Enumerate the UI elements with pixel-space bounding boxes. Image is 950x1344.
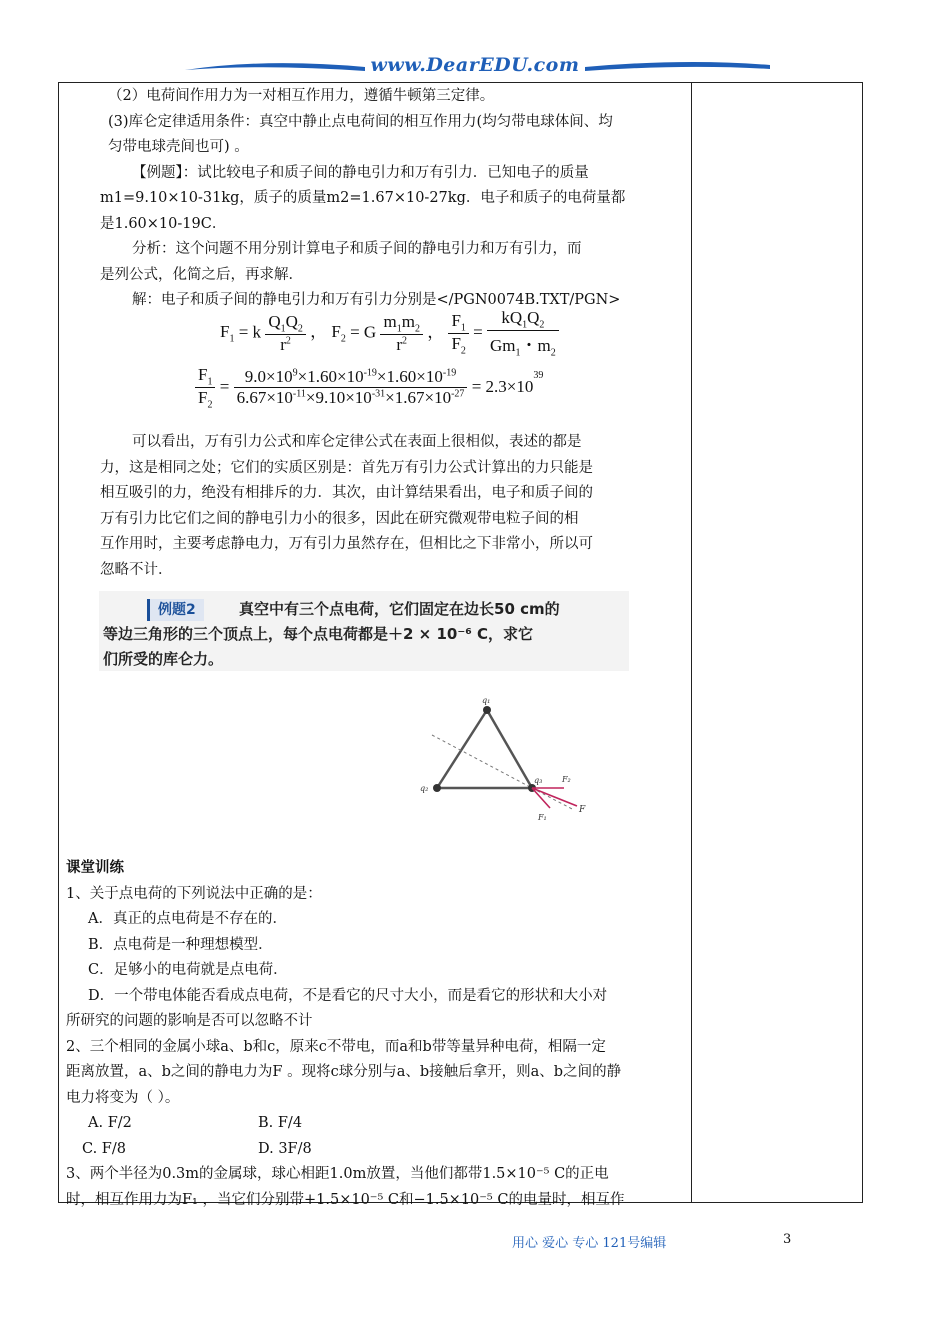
question-line: 2、三个相同的金属小球a、b和c，原来c不带电，而a和b带等量异种电荷，相隔一定: [66, 1038, 606, 1055]
option-line: A．真正的点电荷是不存在的．: [88, 911, 287, 927]
charge-triangle-figure: [412, 690, 612, 840]
text-line: 匀带电球壳间也可) 。: [108, 139, 249, 155]
comparison-paragraph: [100, 430, 690, 583]
formula-ratio: $\frac{F_1}{F_2}$ = $\frac{9.0\times 10^9\times 1.60\times 10^{-19}\times 1.60\times 10^{-19}}{6.67\times 10^{-11}\times 9.10\times 10^{-31}\times 1.67\times 10^{-27}}$ = $2.3\times 10^{39}$: [195, 365, 543, 411]
formula-forces: $F_1 = k$ $\frac{Q_1Q_2}{r^2}$ ， $F_2 = G$ $\frac{m_1m_2}{r^2}$ ， $\frac{F_1}{F_2}$ = $\frac{kQ_1Q_2}{Gm_1・m_2}$: [220, 308, 559, 359]
label-f2: F₂: [562, 775, 571, 784]
question-line: 电力将变为（ ）。: [66, 1089, 180, 1106]
text-line: 是列公式，化简之后，再求解．: [100, 266, 303, 283]
text-line: 万有引力比它们之间的静电引力小的很多，因此在研究微观带电粒子间的相: [100, 510, 579, 527]
option-d: D. 3F/8: [258, 1140, 312, 1157]
option-a: A. F/2: [88, 1115, 132, 1131]
option-c: C. F/8: [82, 1140, 126, 1157]
question-line: 距离放置，a、b之间的静电力为F 。现将c球分别与a、b接触后拿开，则a、b之间的静: [66, 1064, 622, 1080]
training-heading: 课堂训练: [66, 860, 124, 876]
triangle-side: [437, 710, 487, 788]
example2-line: 们所受的库仑力。: [103, 650, 224, 668]
footer-note: 用心 爱心 专心 121号编辑: [512, 1236, 667, 1251]
text-line: 力，这是相同之处；它们的实质区别是：首先万有引力公式计算出的力只能是: [100, 459, 593, 476]
option-line: D．一个带电体能否看成点电荷，不是看它的尺寸大小，而是看它的形状和大小对: [88, 987, 608, 1004]
option-b: B. F/4: [258, 1115, 303, 1131]
text-line: 互作用时，主要考虑静电力，万有引力虽然存在，但相比之下非常小，所以可: [100, 536, 593, 552]
site-name: www.DearEDU.com: [370, 54, 580, 76]
option-line: B．点电荷是一种理想模型．: [88, 936, 273, 953]
label-q3: q₃: [534, 776, 543, 785]
label-f: F: [579, 805, 586, 815]
text-line: 【例题】：试比较电子和质子间的静电引力和万有引力．已知电子的质量: [132, 164, 589, 181]
text-line: 相互吸引的力，绝没有相排斥的力．其次，由计算结果看出，电子和质子间的: [100, 485, 593, 501]
charge-q1-dot: [483, 706, 491, 714]
text-line: （2）电荷间作用力为一对相互作用力，遵循牛顿第三定律。: [108, 88, 495, 104]
label-q2: q₂: [420, 784, 429, 793]
text-line: 忽略不计．: [100, 561, 173, 578]
text-line: 分析：这个问题不用分别计算电子和质子间的静电引力和万有引力，而: [132, 241, 582, 257]
site-header: [175, 56, 775, 84]
text-line: m1=9.10×10-31kg，质子的质量m2=1.67×10-27kg．电子和质子的电荷量都: [100, 190, 626, 206]
option-row: [66, 1111, 696, 1137]
example2-line: 等边三角形的三个顶点上，每个点电荷都是＋2 × 10⁻⁶ C，求它: [103, 625, 534, 643]
example2-line: 真空中有三个点电荷，它们固定在边长50 cm的: [239, 600, 560, 618]
text-line: 是1.60×10-19C．: [100, 215, 227, 232]
force-arrow-f: [532, 788, 577, 806]
label-f1: F₁: [538, 813, 547, 822]
question-line: 时，相互作用力为F₁ ，当它们分别带+1.5×10⁻⁵ C和−1.5×10⁻⁵ C的电量时，相互作: [66, 1191, 625, 1208]
triangle-side: [487, 710, 532, 788]
example2-box: [99, 591, 629, 671]
charge-q2-dot: [433, 784, 441, 792]
main-content: [100, 86, 690, 314]
text-line: (3)库仑定律适用条件：真空中静止点电荷间的相互作用力(均匀带电球体间、均: [108, 113, 613, 130]
question-line: 1、关于点电荷的下列说法中正确的是：: [66, 885, 322, 902]
question-line: 3、两个半径为0.3m的金属球，球心相距1.0m放置，当他们都带1.5×10⁻⁵ C的正电: [66, 1166, 609, 1182]
training-section: [66, 856, 696, 1213]
option-line: 所研究的问题的影响是否可以忽略不计: [66, 1013, 313, 1029]
text-line: 解：电子和质子间的静电引力和万有引力分别是</PGN0074B.TXT/PGN>: [132, 292, 621, 308]
text-line: 可以看出，万有引力公式和库仑定律公式在表面上很相似，表述的都是: [132, 434, 582, 450]
label-q1: q₁: [482, 696, 491, 705]
page-number: 3: [783, 1232, 792, 1247]
option-line: C．足够小的电荷就是点电荷．: [88, 962, 288, 978]
option-row: [66, 1137, 696, 1163]
example2-tag: 例题2: [147, 599, 204, 621]
